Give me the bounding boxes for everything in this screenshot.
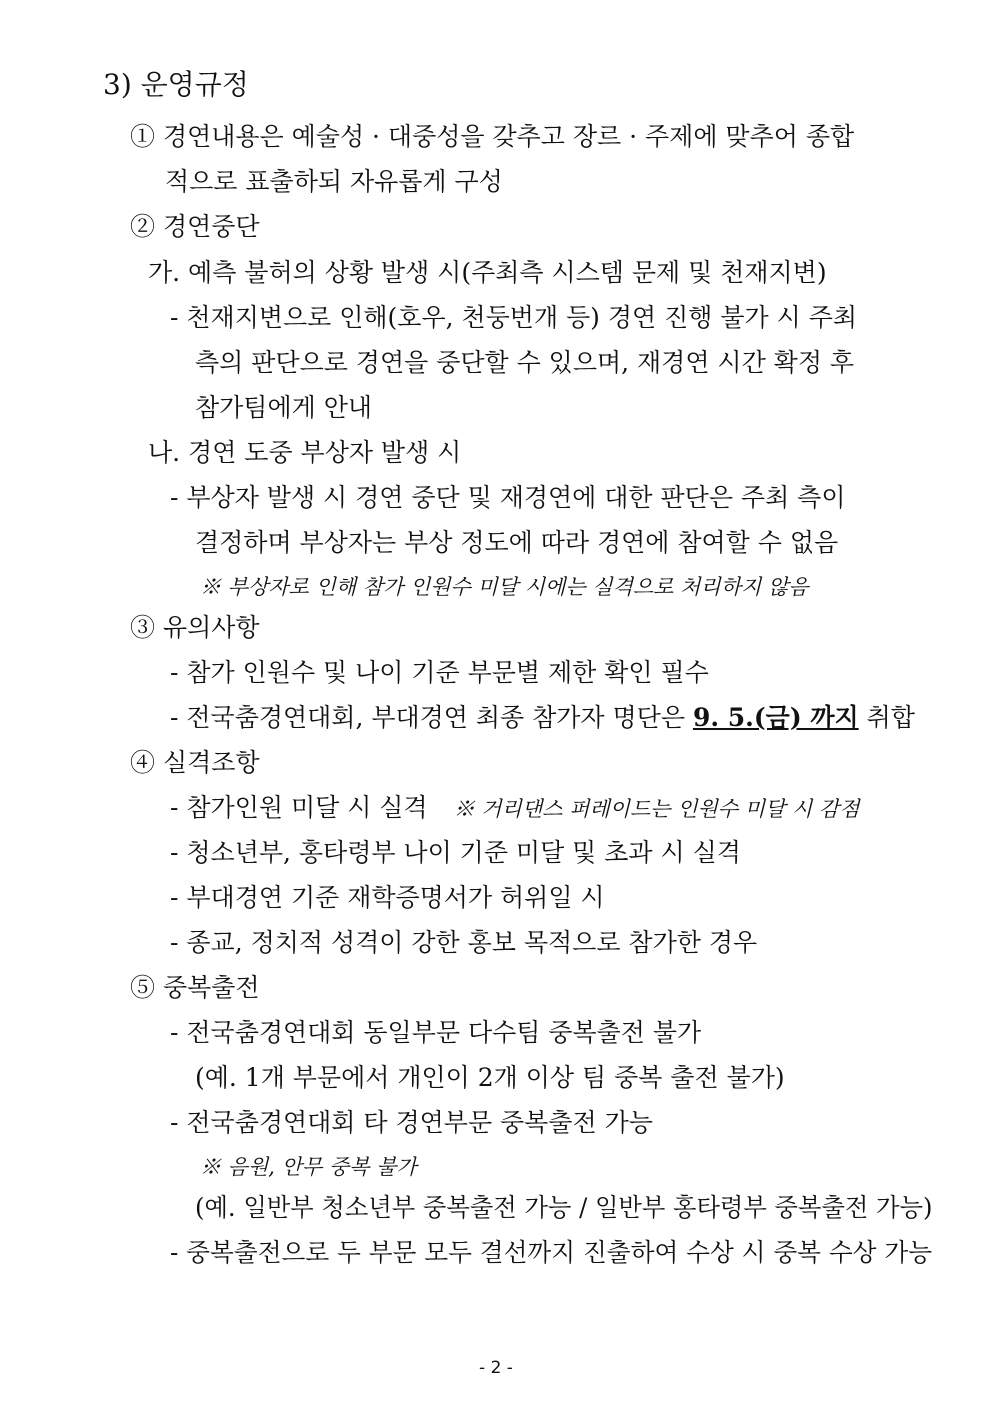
rule5-heading: ⑤ 중복출전 <box>130 973 260 1002</box>
rule2-a-heading: 가. 예측 불허의 상황 발생 시(주최측 시스템 문제 및 천재지변) <box>148 258 827 287</box>
rule4-heading: ④ 실격조항 <box>130 748 260 777</box>
rule4-item3: - 부대경연 기준 재학증명서가 허위일 시 <box>170 883 605 912</box>
rule3-item1: - 참가 인원수 및 나이 기준 부문별 제한 확인 필수 <box>170 658 709 687</box>
deadline-date: 9. 5.(금) 까지 <box>692 703 859 732</box>
section-title: 3) 운영규정 <box>103 68 249 101</box>
rule1-line1: ① 경연내용은 예술성 · 대중성을 갖추고 장르 · 주제에 맞추어 종합 <box>130 122 855 151</box>
rule3-item2-prefix: - 전국춤경연대회, 부대경연 최종 참가자 명단은 <box>170 703 693 732</box>
rule3-heading: ③ 유의사항 <box>130 613 260 642</box>
rule5-item2: - 전국춤경연대회 타 경연부문 중복출전 가능 <box>170 1108 653 1137</box>
rule2-b-item-line1: - 부상자 발생 시 경연 중단 및 재경연에 대한 판단은 주최 측이 <box>170 483 846 512</box>
rule4-item1-text: - 참가인원 미달 시 실격 <box>170 793 428 822</box>
rule2-heading: ② 경연중단 <box>130 212 260 241</box>
rule2-b-note: ※ 부상자로 인해 참가 인원수 미달 시에는 실격으로 처리하지 않음 <box>200 575 809 599</box>
page-number: - 2 - <box>479 1358 513 1378</box>
rule5-item3: - 중복출전으로 두 부문 모두 결선까지 진출하여 수상 시 중복 수상 가능 <box>170 1238 933 1267</box>
rule1-line2: 적으로 표출하되 자유롭게 구성 <box>165 167 503 196</box>
rule4-item1-note: ※ 거리댄스 퍼레이드는 인원수 미달 시 감점 <box>453 797 860 821</box>
rule3-item2-suffix: 취합 <box>858 703 915 732</box>
rule4-item2: - 청소년부, 홍타령부 나이 기준 미달 및 초과 시 실격 <box>170 838 741 867</box>
rule2-a-item-line3: 참가팀에게 안내 <box>195 393 372 422</box>
rule4-item4: - 종교, 정치적 성격이 강한 홍보 목적으로 참가한 경우 <box>170 928 758 957</box>
rule5-item1-example: (예. 1개 부문에서 개인이 2개 이상 팀 중복 출전 불가) <box>195 1063 785 1092</box>
rule4-item1 <box>170 791 860 825</box>
rule2-a-item-line2: 측의 판단으로 경연을 중단할 수 있으며, 재경연 시간 확정 후 <box>195 348 855 377</box>
rule2-a-item-line1: - 천재지변으로 인해(호우, 천둥번개 등) 경연 진행 불가 시 주최 <box>170 303 858 332</box>
rule3-item2 <box>170 701 915 735</box>
rule5-item2-example: (예. 일반부 청소년부 중복출전 가능 / 일반부 홍타령부 중복출전 가능) <box>195 1193 933 1222</box>
rule2-b-item-line2: 결정하며 부상자는 부상 정도에 따라 경연에 참여할 수 없음 <box>195 528 839 557</box>
rule5-item2-note: ※ 음원, 안무 중복 불가 <box>200 1155 417 1179</box>
rule2-b-heading: 나. 경연 도중 부상자 발생 시 <box>148 438 462 467</box>
rule5-item1: - 전국춤경연대회 동일부문 다수팀 중복출전 불가 <box>170 1018 702 1047</box>
